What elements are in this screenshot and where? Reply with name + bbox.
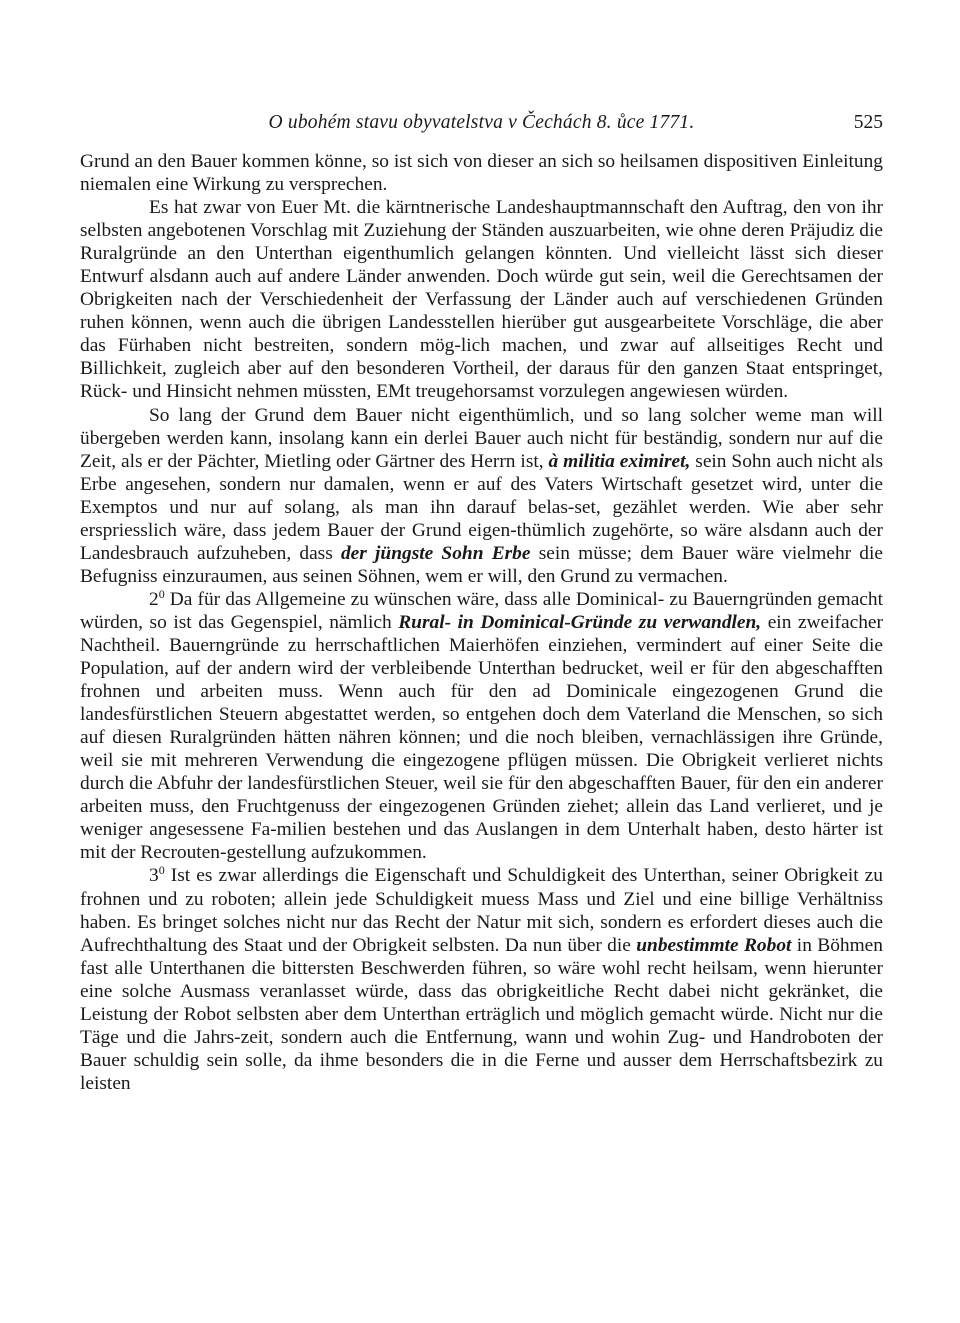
text-run: So lang der Grund dem Bauer nicht eigenthümlich, und so lang solcher weme man will übergeben werden kann, insolang kann ein derlei Bauer auch nicht für beständig, sondern nur auf die Zeit, als er der Pächter, Mietling oder Gärtner des Herrn ist, — [80, 404, 883, 472]
running-head — [80, 108, 883, 138]
paragraph — [80, 150, 883, 196]
section-numeral-superscript: 0 — [158, 586, 165, 601]
text-run: Da für das Allgemeine zu wünschen wäre, dass alle Dominical- zu Bauerngründen gemacht würden, so ist das Gegenspiel, nämlich — [80, 588, 883, 633]
text-run: in Böhmen fast alle Unterthanen die bittersten Beschwerden führen, so wäre wohl recht heilsam, wenn hierunter eine solche Ausmass veranlasset würde, dass das obrigkeitliche Recht dabei nicht gekränket, die Leistung der Robot selbsten aber dem Unterthan erträglich und möglich gemacht würde. Nicht nur die Täge und die Jahrs-zeit, sondern auch die Entfernung, wann und wohin Zug- und Handroboten der Bauer schuldig sein solle, da ihme besonders die in die Ferne und ausser dem Herrschaftsbezirk zu leisten — [80, 934, 883, 1094]
section-numeral: 2 — [149, 588, 159, 610]
paragraph — [80, 588, 883, 865]
paragraph — [80, 404, 883, 588]
text-run: ein zweifacher Nachtheil. Bauerngründe zu herrschaftlichen Maierhöfen einziehen, vermindert auf einer Seite die Population, auf der andern wird der verbleibende Unterthan bedrucket, weil er für den abgeschafften frohnen und arbeiten muss. Wenn auch für den ad Dominicale eingezogenen Grund die landesfürstlichen Steuern abgestattet werden, so entgehen doch dem Vaterland die Menschen, so sich auf diesen Ruralgründen hätten nähren können; und die noch bleiben, vernachlässigen ihre Gründe, weil sie mit mehreren Verwendung die eingezogene pflügen müssen. Die Obrigkeit verlieret nichts durch die Abfuhr der landesfürstlichen Steuer, weil sie für den abgeschafften Bauer, für den ein anderer arbeiten muss, den Fruchtgenuss der eingezogenen Gründen ziehet; allein das Land verlieret, und je weniger angesessene Fa-milien bestehen und das Auslangen in dem Unterhalt haben, desto härter ist mit der Recrouten-gestellung aufzukommen. — [80, 611, 883, 864]
body-text — [80, 150, 883, 1095]
paragraph — [80, 864, 883, 1094]
section-numeral: 3 — [149, 865, 159, 887]
emphasized-phrase: unbestimmte Robot — [636, 934, 792, 956]
running-title: O ubohém stavu obyvatelstva v Čechách 8. ůce 1771. — [268, 112, 695, 133]
text-run: Ist es zwar allerdings die Eigenschaft und Schuldigkeit des Unterthan, seiner Obrigkeit zu frohnen und zu roboten; allein jede Schuldigkeit muess Mass und Ziel und eine billige Verhältniss haben. Es bringet solches nicht nur das Recht der Natur mit sich, sondern es erfordert dieses auch die Aufrechthaltung des Staat und der Obrigkeit selbsten. Da nun über die — [80, 865, 883, 956]
emphasized-phrase: à militia eximiret, — [548, 450, 691, 472]
page-number: 525 — [853, 112, 883, 133]
section-numeral-superscript: 0 — [158, 863, 165, 878]
paragraph — [80, 196, 883, 403]
text-run: Grund an den Bauer kommen könne, so ist sich von dieser an sich so heilsamen dispositiven Einleitung niemalen eine Wirkung zu versprechen. — [80, 151, 883, 196]
text-run: sein Sohn auch nicht als Erbe angesehen, sondern nur damalen, wenn er auf des Vaters Wirtschaft gesetzet wird, unter die Exemptos und nur auf solang, als man ihn darauf belas-set, gezählet werden. Wie aber sehr erspriesslich wäre, dass jedem Bauer der Grund eigen-thümlich zugehörte, so wäre alsdann auch der Landesbrauch aufzuheben, dass — [80, 450, 883, 564]
text-run: Es hat zwar von Euer Mt. die kärntnerische Landeshauptmannschaft den Auftrag, den von ihr selbsten angebotenen Vorschlag mit Zuziehung der Ständen auszuarbeiten, wie ohne deren Präjudiz die Ruralgründe an den Unterthan eigenthumlich gelangen könnten. Und vielleicht lässt sich dieser Entwurf alsdann auch auf andere Länder anwenden. Doch würde gut sein, weil die Gerechtsamen der Obrigkeiten nach der Verschiedenheit der Verfassung der Länder auch auf verschiedenen Gründen ruhen können, wenn auch die übrigen Landesstellen hierüber gut ausgearbeitete Vorschläge, die aber das Fürhaben nicht bestreiten, sondern mög-lich machen, und zwar auf allseitiges Recht und Billichkeit, zugleich aber auf den besonderen Vortheil, der daraus für den ganzen Staat entspringet, Rück- und Hinsicht nehmen müssten, EMt treugehorsamst vorzulegen angewiesen würden. — [80, 197, 883, 403]
emphasized-phrase: Rural- in Dominical-Gründe zu verwandlen, — [398, 611, 762, 633]
emphasized-phrase: der jüngste Sohn Erbe — [340, 542, 531, 564]
text-run: sein müsse; dem Bauer wäre vielmehr die Befugniss einzuraumen, aus seinen Söhnen, wem er will, den Grund zu vermachen. — [80, 542, 883, 587]
document-page — [80, 108, 883, 1095]
